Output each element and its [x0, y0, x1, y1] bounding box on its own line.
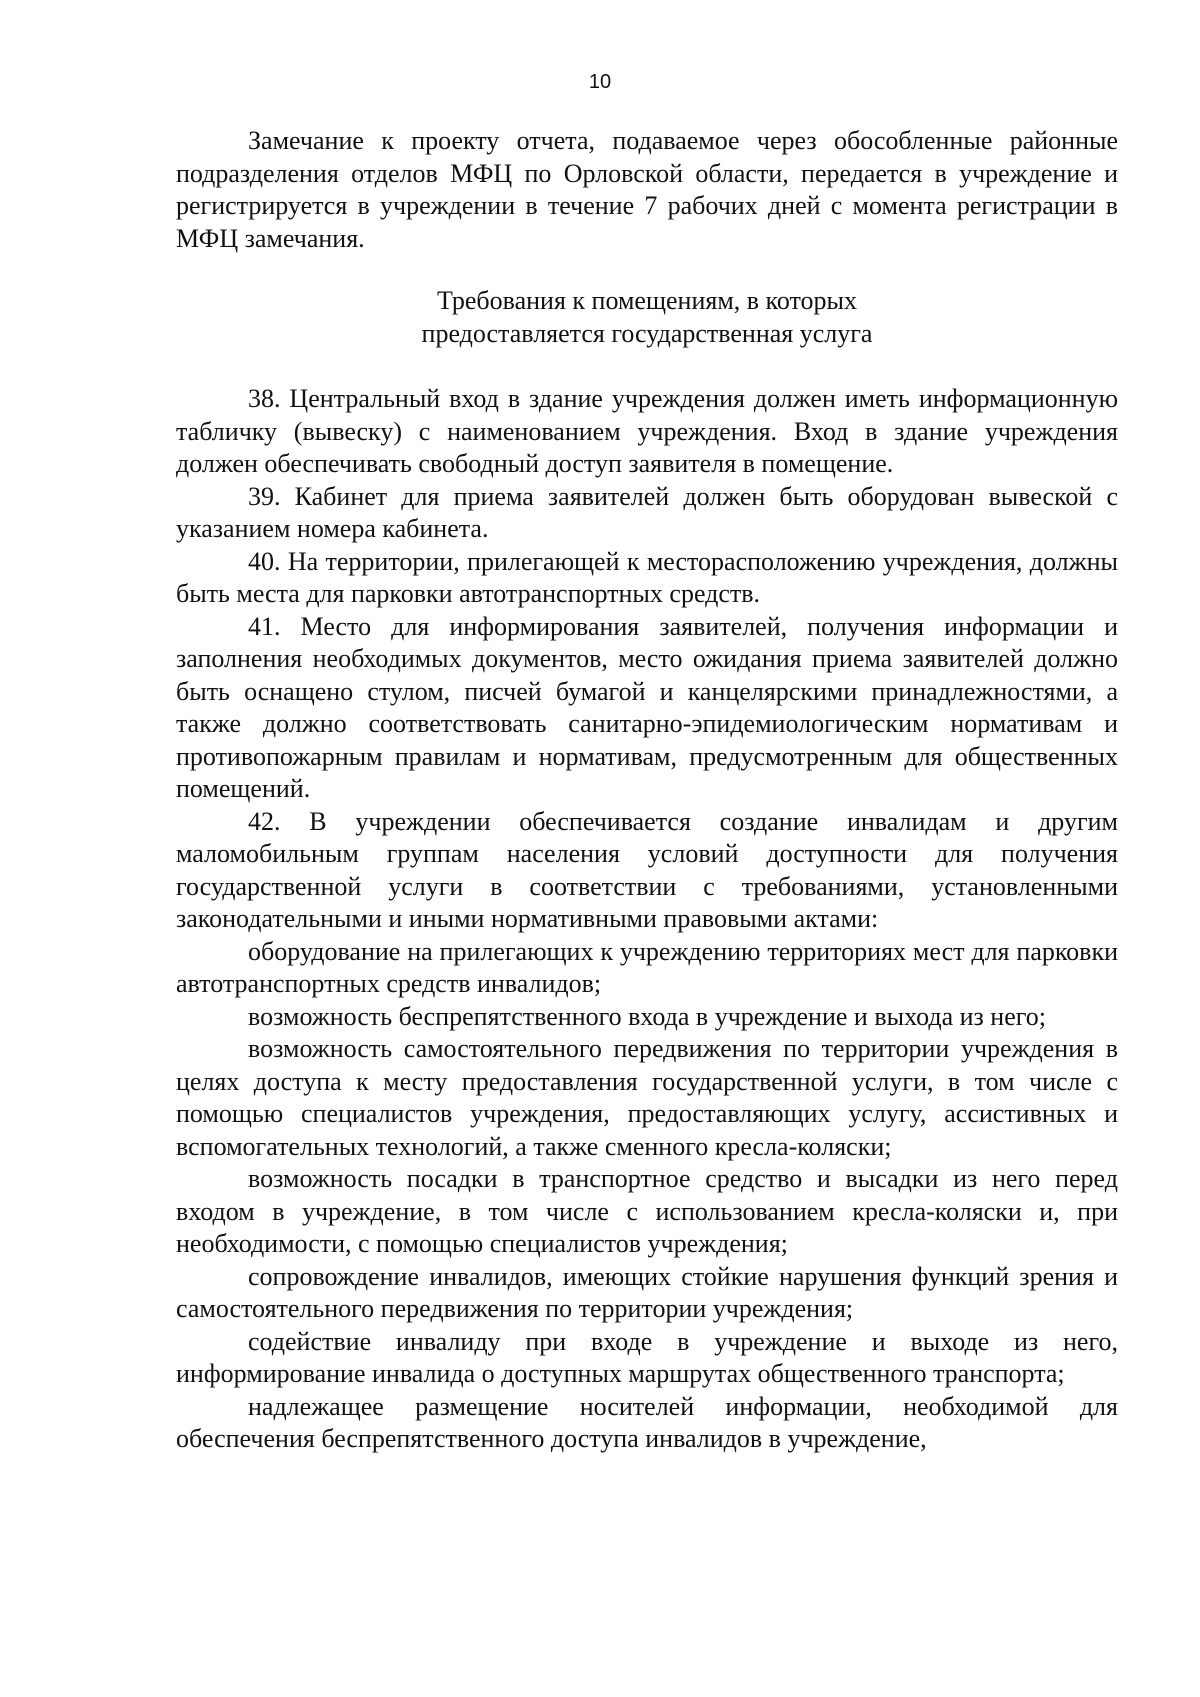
paragraph-40: 40. На территории, прилегающей к месторасположению учреждения, должны быть места для парковки автотранспортных средств. [176, 546, 1118, 608]
paragraph-39: 39. Кабинет для приема заявителей должен быть оборудован вывеской с указанием номера кабинета. [176, 481, 1118, 543]
list-item-movement: возможность самостоятельного передвижения по территории учреждения в целях доступа к месту предоставления государственной услуги, в том числе с помощью специалистов учреждения, предоставляющих услугу, ассистивных и вспомогательных технологий, а также сменного кресла-коляски; [176, 1034, 1118, 1161]
paragraph-42: 42. В учреждении обеспечивается создание инвалидам и другим маломобильным группам населения условий доступности для получения государственной услуги в соответствии с требованиями, установленными законодательными и иными нормативными правовыми актами: [176, 806, 1118, 933]
list-item-escort: сопровождение инвалидов, имеющих стойкие нарушения функций зрения и самостоятельного передвижения по территории учреждения; [176, 1261, 1118, 1323]
paragraph-41: 41. Место для информирования заявителей, получения информации и заполнения необходимых документов, место ожидания приема заявителей должно быть оснащено стулом, писчей бумагой и канцелярскими принадлежностями, а также должно соответствовать санитарно-эпидемиологическим нормативам и противопожарным правилам и нормативам, предусмотренным для общественных помещений. [176, 611, 1118, 803]
list-item-entry-exit: возможность беспрепятственного входа в учреждение и выхода из него; [248, 1001, 1046, 1031]
list-item-parking: оборудование на прилегающих к учреждению территориях мест для парковки автотранспортных средств инвалидов; [176, 936, 1118, 998]
page-number: 10 [588, 71, 612, 93]
document-body [176, 125, 1118, 1456]
list-item-information-placement: надлежащее размещение носителей информации, необходимой для обеспечения беспрепятственного доступа инвалидов в учреждение, [176, 1391, 1118, 1453]
intro-paragraph: Замечание к проекту отчета, подаваемое через обособленные районные подразделения отделов МФЦ по Орловской области, передается в учреждение и регистрируется в учреждении в течение 7 рабочих дней с момента регистрации в МФЦ замечания. [176, 126, 1118, 253]
paragraph-38: 38. Центральный вход в здание учреждения должен иметь информационную табличку (вывеску) с наименованием учреждения. Вход в здание учреждения должен обеспечивать свободный доступ заявителя в помещение. [176, 384, 1118, 478]
section-heading-line-1: Требования к помещениям, в которых [437, 286, 857, 315]
section-heading [176, 285, 1118, 350]
list-item-assistance: содействие инвалиду при входе в учреждение и выходе из него, информирование инвалида о доступных маршрутах общественного транспорта; [176, 1326, 1118, 1388]
section-heading-line-2: предоставляется государственная услуга [421, 318, 873, 348]
list-item-boarding: возможность посадки в транспортное средство и высадки из него перед входом в учреждение, в том числе с использованием кресла-коляски и, при необходимости, с помощью специалистов учреждения; [176, 1164, 1118, 1258]
